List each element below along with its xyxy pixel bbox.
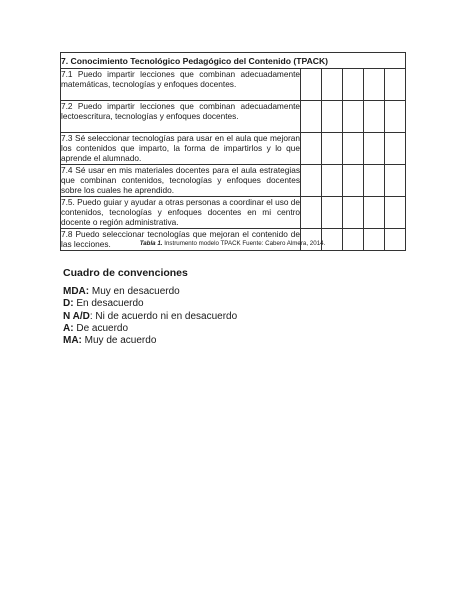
item-text: 7.2 Puedo impartir lecciones que combinan adecuadamente lectoescritura, tecnologías y enfoques docentes. xyxy=(61,101,301,133)
rating-cell[interactable] xyxy=(364,133,385,165)
rating-cell[interactable] xyxy=(385,197,406,229)
convention-abbr: MDA: xyxy=(63,286,90,297)
convention-item xyxy=(63,298,237,310)
rating-cell[interactable] xyxy=(301,69,322,101)
convention-abbr: A: xyxy=(63,322,74,334)
table-row xyxy=(61,69,406,101)
convention-meaning: En desacuerdo xyxy=(73,298,144,310)
rating-cell[interactable] xyxy=(343,69,364,101)
section-title: 7. Conocimiento Tecnológico Pedagógico del Contenido (TPACK) xyxy=(61,53,406,69)
rating-cell[interactable] xyxy=(385,101,406,133)
rating-cell[interactable] xyxy=(301,133,322,165)
rating-cell[interactable] xyxy=(322,101,343,133)
rating-cell[interactable] xyxy=(364,197,385,229)
convention-item xyxy=(63,286,237,298)
convention-abbr: N A/D xyxy=(63,310,90,322)
rating-cell[interactable] xyxy=(343,133,364,165)
rating-cell[interactable] xyxy=(301,165,322,197)
conventions-title: Cuadro de convenciones xyxy=(63,267,188,279)
item-text: 7.3 Sé seleccionar tecnologías para usar en el aula que mejoran los contenidos que imparto, la forma de impartirlos y lo que aprende el alumnado. xyxy=(61,133,300,163)
table-row xyxy=(61,101,406,133)
item-text: 7.5. Puedo guiar y ayudar a otras personas a coordinar el uso de contenidos, tecnologías y enfoques docentes en mi centro docente o región administrativa. xyxy=(61,197,300,227)
convention-item xyxy=(63,323,237,335)
convention-meaning: Muy de acuerdo xyxy=(81,335,157,347)
convention-item xyxy=(63,311,237,323)
table-row xyxy=(61,197,406,229)
rating-cell[interactable] xyxy=(343,165,364,197)
table-caption xyxy=(60,240,405,247)
convention-meaning: : Ni de acuerdo ni en desacuerdo xyxy=(89,310,238,322)
rating-cell[interactable] xyxy=(343,197,364,229)
rating-cell[interactable] xyxy=(301,197,322,229)
rating-cell[interactable] xyxy=(301,101,322,133)
caption-label: Tabla 1. xyxy=(139,240,163,247)
tpack-survey-table xyxy=(60,52,406,251)
rating-cell[interactable] xyxy=(385,165,406,197)
rating-cell[interactable] xyxy=(364,69,385,101)
convention-meaning: De acuerdo xyxy=(73,322,129,334)
convention-abbr: D: xyxy=(63,298,74,310)
convention-item xyxy=(63,335,237,347)
item-text: 7.8 Puedo seleccionar tecnologías que mejoran el contenido de las lecciones. xyxy=(61,229,300,249)
rating-cell[interactable] xyxy=(322,69,343,101)
table-row xyxy=(61,133,406,165)
convention-meaning: Muy en desacuerdo xyxy=(89,286,180,297)
rating-cell[interactable] xyxy=(322,197,343,229)
rating-cell[interactable] xyxy=(364,165,385,197)
rating-cell[interactable] xyxy=(322,133,343,165)
table-row xyxy=(61,165,406,197)
rating-cell[interactable] xyxy=(322,165,343,197)
convention-abbr: MA: xyxy=(63,335,82,347)
rating-cell[interactable] xyxy=(364,101,385,133)
caption-text: Instrumento modelo TPACK Fuente: Cabero Almera, 2014. xyxy=(162,240,326,247)
item-text: 7.1 Puedo impartir lecciones que combinan adecuadamente matemáticas, tecnologías y enfoques docentes. xyxy=(61,69,301,101)
rating-cell[interactable] xyxy=(385,133,406,165)
table-header-row xyxy=(61,53,406,69)
rating-cell[interactable] xyxy=(343,101,364,133)
item-text: 7.4 Sé usar en mis materiales docentes para el aula estrategias que combinan contenidos, tecnologías y enfoques docentes sobre los cuales he aprendido. xyxy=(61,165,300,195)
conventions-list xyxy=(63,286,237,347)
rating-cell[interactable] xyxy=(385,69,406,101)
